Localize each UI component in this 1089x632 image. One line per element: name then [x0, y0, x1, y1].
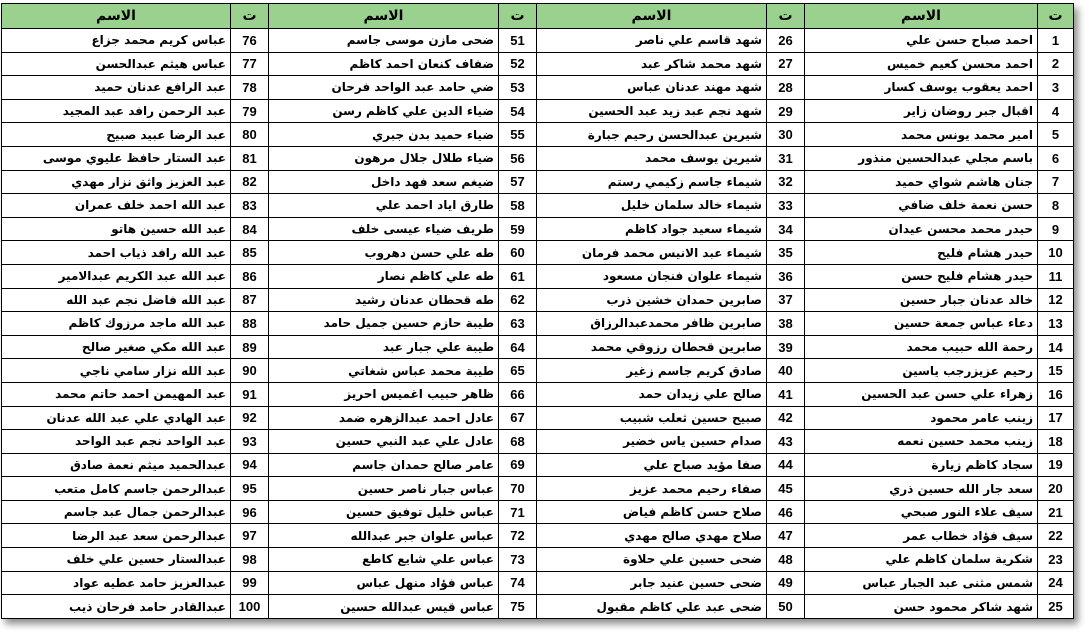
row-number: 6	[1038, 146, 1074, 170]
table-row	[2, 194, 1074, 218]
student-name: صابرين ظافر محمدعبدالرزاق	[537, 312, 767, 336]
student-name: شيماء جاسم زكيمي رستم	[537, 170, 767, 194]
student-name: احمد صباح حسن علي	[805, 29, 1038, 53]
row-number: 28	[767, 76, 805, 100]
row-number: 95	[231, 477, 269, 501]
row-number: 57	[499, 170, 537, 194]
row-number: 88	[231, 312, 269, 336]
student-name: عبد الهادي علي عبد الله عدنان	[2, 406, 231, 430]
row-number: 99	[231, 571, 269, 595]
table-row	[2, 264, 1074, 288]
student-name: عبد الرحمن رافد عبد المجيد	[2, 99, 231, 123]
row-number: 82	[231, 170, 269, 194]
student-name: صادق كريم جاسم زغير	[537, 359, 767, 383]
row-number: 21	[1038, 500, 1074, 524]
student-name: زينب محمد حسين نعمه	[805, 430, 1038, 454]
student-name: شيرين عبدالحسن رحيم جبارة	[537, 123, 767, 147]
student-name: عبدالرحمن جمال عبد جاسم	[2, 500, 231, 524]
student-name: طه علي حسن دهروب	[269, 241, 499, 265]
row-number: 62	[499, 288, 537, 312]
row-number: 60	[499, 241, 537, 265]
row-number: 27	[767, 52, 805, 76]
row-number: 8	[1038, 194, 1074, 218]
student-name: ضحى مازن موسى جاسم	[269, 29, 499, 53]
row-number: 23	[1038, 548, 1074, 572]
row-number: 4	[1038, 99, 1074, 123]
row-number: 55	[499, 123, 537, 147]
student-name: شيماء سعيد جواد كاظم	[537, 217, 767, 241]
student-name: عباس جبار ناصر حسين	[269, 477, 499, 501]
student-name: عباس هيثم عبدالحسن	[2, 52, 231, 76]
row-number: 9	[1038, 217, 1074, 241]
row-number: 61	[499, 264, 537, 288]
row-number: 98	[231, 548, 269, 572]
row-number: 94	[231, 453, 269, 477]
student-name: صالح علي زيدان حمد	[537, 382, 767, 406]
row-number: 53	[499, 76, 537, 100]
row-number: 1	[1038, 29, 1074, 53]
student-name: جنان هاشم شواي حميد	[805, 170, 1038, 194]
student-name: شهد شاكر محمود حسن	[805, 595, 1038, 619]
student-name: دعاء عباس جمعة حسين	[805, 312, 1038, 336]
table-header	[2, 4, 1074, 29]
student-name: احمد يعقوب يوسف كسار	[805, 76, 1038, 100]
student-name: باسم مجلي عبدالحسين منذور	[805, 146, 1038, 170]
student-name: طه علي كاظم نصار	[269, 264, 499, 288]
row-number: 10	[1038, 241, 1074, 265]
table-row	[2, 548, 1074, 572]
table-row	[2, 146, 1074, 170]
student-name: ضياء طلال جلال مرهون	[269, 146, 499, 170]
row-number: 77	[231, 52, 269, 76]
header-name-col-4: الاسم	[2, 4, 231, 29]
student-name: عبدالعزيز حامد عطيه عواد	[2, 571, 231, 595]
header-number-col-2: ت	[767, 4, 805, 29]
student-name: ظاهر حبيب اغميس احريز	[269, 382, 499, 406]
table-row	[2, 288, 1074, 312]
row-number: 63	[499, 312, 537, 336]
row-number: 51	[499, 29, 537, 53]
row-number: 79	[231, 99, 269, 123]
header-name-col-3: الاسم	[269, 4, 499, 29]
student-name: سيف فؤاد خطاب عمر	[805, 524, 1038, 548]
row-number: 20	[1038, 477, 1074, 501]
student-name: احمد محسن كعيم خميس	[805, 52, 1038, 76]
row-number: 13	[1038, 312, 1074, 336]
student-name: طه قحطان عدنان رشيد	[269, 288, 499, 312]
student-name: زهراء علي حسن عبد الحسين	[805, 382, 1038, 406]
header-number-col-1: ت	[1038, 4, 1074, 29]
student-name: سيف علاء النور صبحي	[805, 500, 1038, 524]
row-number: 80	[231, 123, 269, 147]
student-name: سجاد كاظم زيارة	[805, 453, 1038, 477]
row-number: 38	[767, 312, 805, 336]
student-name: خالد عدنان جبار حسين	[805, 288, 1038, 312]
student-name: عادل علي عبد النبي حسين	[269, 430, 499, 454]
row-number: 75	[499, 595, 537, 619]
row-number: 73	[499, 548, 537, 572]
table-row	[2, 406, 1074, 430]
student-name: شكرية سلمان كاظم علي	[805, 548, 1038, 572]
row-number: 68	[499, 430, 537, 454]
row-number: 7	[1038, 170, 1074, 194]
row-number: 81	[231, 146, 269, 170]
student-name: عبد الله رافد ذياب احمد	[2, 241, 231, 265]
row-number: 69	[499, 453, 537, 477]
student-name: ضحى حسين عنيد جابر	[537, 571, 767, 595]
row-number: 65	[499, 359, 537, 383]
row-number: 85	[231, 241, 269, 265]
student-name: عبد الله نزار سامي ناجي	[2, 359, 231, 383]
student-name: شهد قاسم علي ناصر	[537, 29, 767, 53]
student-name: عبد الواحد نجم عبد الواحد	[2, 430, 231, 454]
table-row	[2, 500, 1074, 524]
row-number: 40	[767, 359, 805, 383]
table-row	[2, 477, 1074, 501]
student-name: عبد الله عبد الكريم عبدالامير	[2, 264, 231, 288]
row-number: 24	[1038, 571, 1074, 595]
student-name: شهد محمد شاكر عبد	[537, 52, 767, 76]
row-number: 78	[231, 76, 269, 100]
student-name: عبد الستار حافظ عليوي موسى	[2, 146, 231, 170]
students-table	[1, 3, 1074, 619]
student-name: عبدالرحمن جاسم كامل متعب	[2, 477, 231, 501]
student-name: عبد الله فاضل نجم عبد الله	[2, 288, 231, 312]
table-row	[2, 99, 1074, 123]
row-number: 86	[231, 264, 269, 288]
header-name-col-1: الاسم	[805, 4, 1038, 29]
student-name: صابرين حمدان خشين ذرب	[537, 288, 767, 312]
student-name: عبدالستار حسين علي خلف	[2, 548, 231, 572]
table-row	[2, 52, 1074, 76]
row-number: 91	[231, 382, 269, 406]
student-name: عبد الله مكي صغير صالح	[2, 335, 231, 359]
table-row	[2, 524, 1074, 548]
student-name: عبد الرضا عبيد صبيح	[2, 123, 231, 147]
row-number: 34	[767, 217, 805, 241]
student-name: صفا مؤيد صباح علي	[537, 453, 767, 477]
student-name: ضياء حميد بدن جبري	[269, 123, 499, 147]
student-name: شهد مهند عدنان عباس	[537, 76, 767, 100]
row-number: 64	[499, 335, 537, 359]
row-number: 12	[1038, 288, 1074, 312]
row-number: 15	[1038, 359, 1074, 383]
student-name: حيدر هشام فليح	[805, 241, 1038, 265]
student-name: طيبة علي جبار عبد	[269, 335, 499, 359]
row-number: 47	[767, 524, 805, 548]
row-number: 72	[499, 524, 537, 548]
row-number: 22	[1038, 524, 1074, 548]
table-row	[2, 241, 1074, 265]
student-name: صابرين قحطان رزوقي محمد	[537, 335, 767, 359]
row-number: 35	[767, 241, 805, 265]
row-number: 3	[1038, 76, 1074, 100]
row-number: 52	[499, 52, 537, 76]
row-number: 74	[499, 571, 537, 595]
student-name: طريف ضياء عيسى خلف	[269, 217, 499, 241]
student-name: رحيم عزيزرجب ياسين	[805, 359, 1038, 383]
header-name-col-2: الاسم	[537, 4, 767, 29]
student-name: شهد نجم عبد زيد عبد الحسين	[537, 99, 767, 123]
row-number: 43	[767, 430, 805, 454]
header-row	[2, 4, 1074, 29]
row-number: 14	[1038, 335, 1074, 359]
row-number: 16	[1038, 382, 1074, 406]
student-name: ضحى عبد علي كاظم مقبول	[537, 595, 767, 619]
student-name: عباس كريم محمد جزاع	[2, 29, 231, 53]
table-row	[2, 217, 1074, 241]
row-number: 70	[499, 477, 537, 501]
student-name: شيماء خالد سلمان خليل	[537, 194, 767, 218]
row-number: 100	[231, 595, 269, 619]
row-number: 2	[1038, 52, 1074, 76]
row-number: 96	[231, 500, 269, 524]
row-number: 41	[767, 382, 805, 406]
row-number: 50	[767, 595, 805, 619]
row-number: 25	[1038, 595, 1074, 619]
row-number: 37	[767, 288, 805, 312]
student-name: ضفاف كنعان احمد كاظم	[269, 52, 499, 76]
student-name: حيدر هشام فليح حسن	[805, 264, 1038, 288]
table-body	[2, 29, 1074, 619]
table-row	[2, 335, 1074, 359]
student-name: ضحى حسين علي حلاوة	[537, 548, 767, 572]
student-name: عباس فؤاد منهل عباس	[269, 571, 499, 595]
table-row	[2, 170, 1074, 194]
row-number: 36	[767, 264, 805, 288]
student-name: شيرين يوسف محمد	[537, 146, 767, 170]
row-number: 87	[231, 288, 269, 312]
student-name: عبد الله حسين هاتو	[2, 217, 231, 241]
student-name: صلاح مهدي صالح مهدي	[537, 524, 767, 548]
header-number-col-4: ت	[231, 4, 269, 29]
row-number: 45	[767, 477, 805, 501]
student-name: عبد الله احمد خلف عمران	[2, 194, 231, 218]
student-name: عبد العزيز واثق نزار مهدي	[2, 170, 231, 194]
student-name: اقبال جبر روضان زاير	[805, 99, 1038, 123]
student-name: عباس قيس عبدالله حسين	[269, 595, 499, 619]
row-number: 89	[231, 335, 269, 359]
student-name: زينب عامر محمود	[805, 406, 1038, 430]
row-number: 92	[231, 406, 269, 430]
student-name: طيبة محمد عباس شغاتي	[269, 359, 499, 383]
student-name: عباس علوان جبر عبدالله	[269, 524, 499, 548]
row-number: 26	[767, 29, 805, 53]
row-number: 44	[767, 453, 805, 477]
student-name: شيماء عبد الانيس محمد فرمان	[537, 241, 767, 265]
row-number: 54	[499, 99, 537, 123]
row-number: 30	[767, 123, 805, 147]
student-name: صدام حسين ياس خضير	[537, 430, 767, 454]
student-name: عباس خليل توفيق حسين	[269, 500, 499, 524]
table-row	[2, 595, 1074, 619]
student-name: حسن نعمة خلف ضافي	[805, 194, 1038, 218]
row-number: 29	[767, 99, 805, 123]
table-row	[2, 123, 1074, 147]
table-row	[2, 382, 1074, 406]
row-number: 48	[767, 548, 805, 572]
table-row	[2, 359, 1074, 383]
student-name: ضي حامد عبد الواحد فرحان	[269, 76, 499, 100]
table-row	[2, 571, 1074, 595]
student-name: امير محمد يونس محمد	[805, 123, 1038, 147]
student-name: ضياء الدين علي كاظم رسن	[269, 99, 499, 123]
table-row	[2, 430, 1074, 454]
row-number: 59	[499, 217, 537, 241]
student-name: صبيح حسين ثعلب شبيب	[537, 406, 767, 430]
row-number: 58	[499, 194, 537, 218]
row-number: 93	[231, 430, 269, 454]
student-name: عباس علي شايع كاطع	[269, 548, 499, 572]
row-number: 76	[231, 29, 269, 53]
student-name: طارق اياد احمد علي	[269, 194, 499, 218]
row-number: 56	[499, 146, 537, 170]
student-name: عبد الرافع عدنان حميد	[2, 76, 231, 100]
row-number: 83	[231, 194, 269, 218]
student-name: شمس مثنى عبد الجبار عباس	[805, 571, 1038, 595]
table-row	[2, 312, 1074, 336]
student-name: صلاح حسن كاظم فياض	[537, 500, 767, 524]
student-name: طيبة حازم حسين جميل حامد	[269, 312, 499, 336]
student-name: صفاء رحيم محمد عزيز	[537, 477, 767, 501]
table-row	[2, 76, 1074, 100]
row-number: 84	[231, 217, 269, 241]
row-number: 31	[767, 146, 805, 170]
row-number: 18	[1038, 430, 1074, 454]
row-number: 32	[767, 170, 805, 194]
row-number: 49	[767, 571, 805, 595]
table-row	[2, 29, 1074, 53]
student-name: عامر صالح حمدان جاسم	[269, 453, 499, 477]
student-name: عبد المهيمن احمد حاتم محمد	[2, 382, 231, 406]
student-name: شيماء علوان فنجان مسعود	[537, 264, 767, 288]
row-number: 71	[499, 500, 537, 524]
student-name: سعد جار الله حسين ذري	[805, 477, 1038, 501]
student-name: ضيغم سعد فهد داخل	[269, 170, 499, 194]
row-number: 19	[1038, 453, 1074, 477]
student-name: عبد الله ماجد مرزوك كاظم	[2, 312, 231, 336]
table-row	[2, 453, 1074, 477]
row-number: 11	[1038, 264, 1074, 288]
row-number: 66	[499, 382, 537, 406]
row-number: 33	[767, 194, 805, 218]
student-name: رحمة الله حبيب محمد	[805, 335, 1038, 359]
row-number: 39	[767, 335, 805, 359]
student-name: عبدالرحمن سعد عبد الرضا	[2, 524, 231, 548]
row-number: 90	[231, 359, 269, 383]
row-number: 46	[767, 500, 805, 524]
row-number: 97	[231, 524, 269, 548]
row-number: 5	[1038, 123, 1074, 147]
header-number-col-3: ت	[499, 4, 537, 29]
row-number: 17	[1038, 406, 1074, 430]
student-name: حيدر محمد محسن عيدان	[805, 217, 1038, 241]
row-number: 42	[767, 406, 805, 430]
student-name: عبدالحميد ميثم نعمة صادق	[2, 453, 231, 477]
student-name: عبدالقادر حامد فرحان ذيب	[2, 595, 231, 619]
student-name: عادل احمد عبدالزهره ضمد	[269, 406, 499, 430]
row-number: 67	[499, 406, 537, 430]
